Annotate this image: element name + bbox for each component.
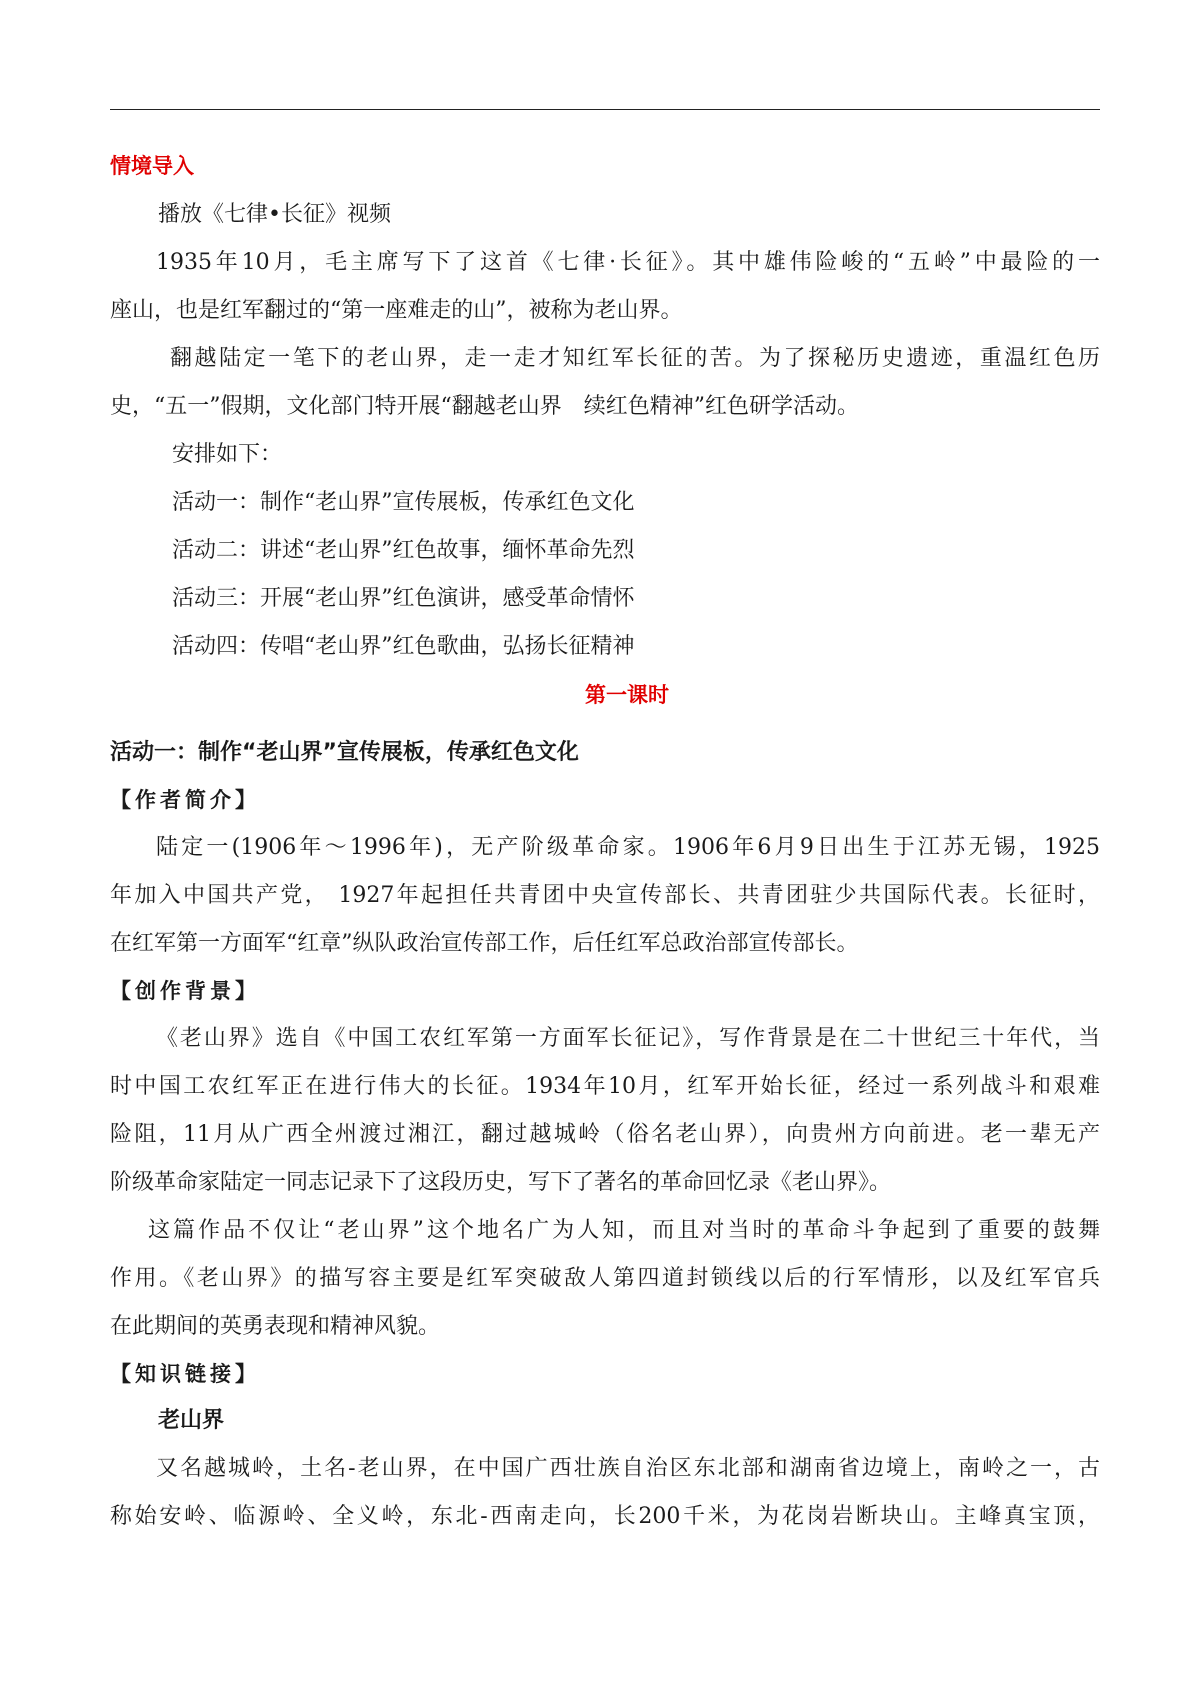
background-para2-line2: 作用。《老山界》的描写容主要是红军突破敌人第四道封锁线以后的行军情形，以及红军官兵 (110, 1266, 1100, 1291)
background-para1-line2: 时中国工农红军正在进行伟大的长征。1934年10月，红军开始长征，经过一系列战斗和艰难 (110, 1074, 1100, 1099)
knowledge-heading: 【知识链接】 (110, 1362, 260, 1386)
background-heading: 【创作背景】 (110, 979, 260, 1003)
intro-para1-line1: 1935年10月，毛主席写下了这首《七律·长征》。其中雄伟险峻的“五岭”中最险的一 (156, 250, 1100, 275)
intro-heading: 情境导入 (110, 154, 194, 178)
knowledge-subheading: 老山界 (158, 1408, 225, 1433)
activity-item-1: 活动一：制作“老山界”宣传展板，传承红色文化 (172, 490, 635, 515)
activity-item-2: 活动二：讲述“老山界”红色故事，缅怀革命先烈 (172, 538, 635, 563)
knowledge-line2: 称始安岭、临源岭、全义岭，东北-西南走向，长200千米，为花岗岩断块山。主峰真宝顶， (110, 1504, 1100, 1529)
background-para2-line1: 这篇作品不仅让“老山界”这个地名广为人知，而且对当时的革命斗争起到了重要的鼓舞 (148, 1218, 1100, 1243)
author-heading: 【作者简介】 (110, 788, 260, 812)
author-line3: 在红军第一方面军“红章”纵队政治宣传部工作，后任红军总政治部宣传部长。 (110, 931, 859, 956)
intro-para2-line1: 翻越陆定一笔下的老山界，走一走才知红军长征的苦。为了探秘历史遗迹，重温红色历 (170, 346, 1100, 371)
video-line: 播放《七律•长征》视频 (158, 202, 391, 227)
activity1-title: 活动一：制作“老山界”宣传展板，传承红色文化 (110, 740, 579, 765)
knowledge-line1: 又名越城岭，土名-老山界，在中国广西壮族自治区东北部和湖南省边境上，南岭之一，古 (156, 1456, 1100, 1481)
arrangement-label: 安排如下： (172, 442, 283, 467)
author-line2: 年加入中国共产党， 1927年起担任共青团中央宣传部长、共青团驻少共国际代表。长征时， (110, 883, 1100, 908)
intro-para2-line2: 史，“五一”假期，文化部门特开展“翻越老山界 续红色精神”红色研学活动。 (110, 394, 859, 419)
background-para1-line1: 《老山界》选自《中国工农红军第一方面军长征记》，写作背景是在二十世纪三十年代，当 (156, 1026, 1100, 1051)
activity-item-4: 活动四：传唱“老山界”红色歌曲，弘扬长征精神 (172, 634, 635, 659)
author-line1: 陆定一(1906年～1996年)，无产阶级革命家。1906年6月9日出生于江苏无锡，1925 (156, 835, 1100, 860)
lesson-title: 第一课时 (585, 683, 669, 707)
intro-para1-line2: 座山，也是红军翻过的“第一座难走的山”，被称为老山界。 (110, 298, 683, 323)
background-para2-line3: 在此期间的英勇表现和精神风貌。 (110, 1314, 441, 1339)
background-para1-line3: 险阻，11月从广西全州渡过湘江，翻过越城岭（俗名老山界），向贵州方向前进。老一辈无产 (110, 1122, 1100, 1147)
header-rule (110, 109, 1100, 110)
background-para1-line4: 阶级革命家陆定一同志记录下了这段历史，写下了著名的革命回忆录《老山界》。 (110, 1170, 892, 1195)
activity-item-3: 活动三：开展“老山界”红色演讲，感受革命情怀 (172, 586, 635, 611)
